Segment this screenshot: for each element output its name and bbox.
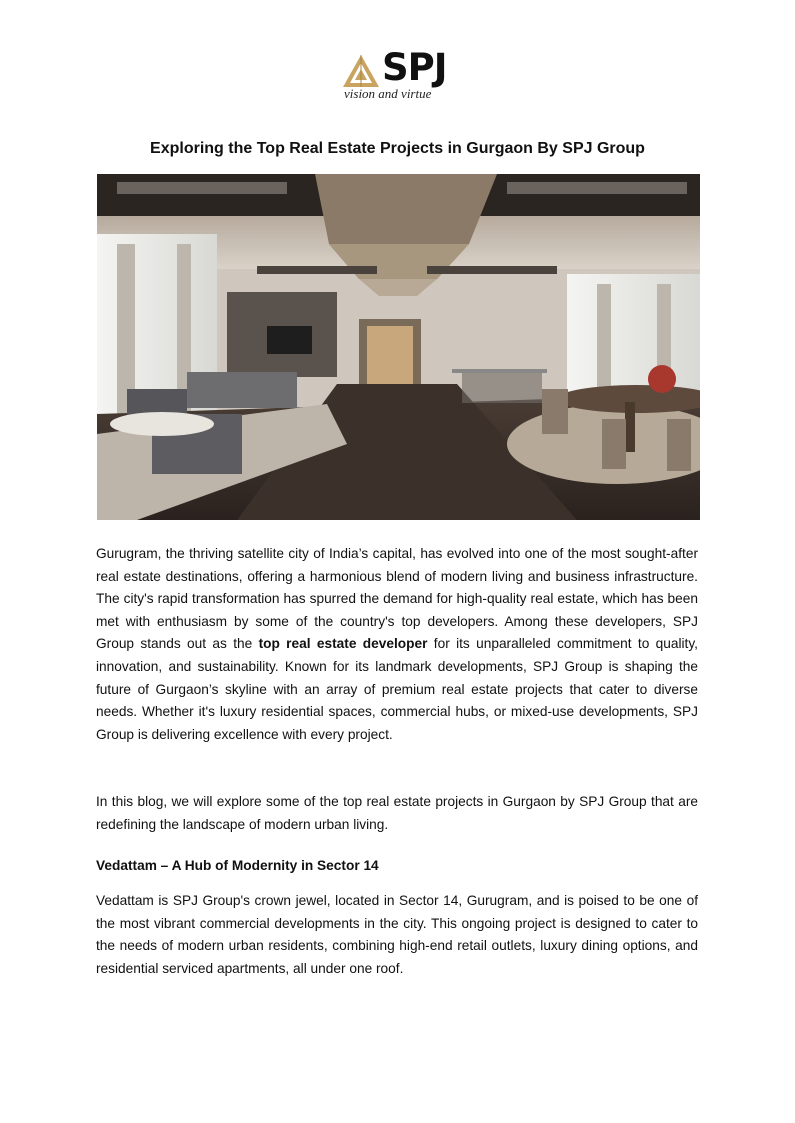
bold-keyword: top real estate developer [258, 636, 428, 652]
page-title: Exploring the Top Real Estate Projects in Gurgaon By SPJ Group [150, 140, 645, 157]
section-paragraph: Vedattam is SPJ Group's crown jewel, located in Sector 14, Gurugram, and is poised to be one of the most vibrant commercial developments in the city. This ongoing project is designed to cater to the needs of modern urban residents, combining high-end retail outlets, luxury dining options, and residential serviced apartments, all under one roof. [96, 893, 698, 976]
triangle-logo-icon [342, 54, 380, 88]
intro-text-end: for its unparalleled commitment to quality, innovation, and sustainability. Known for its landmark developments, SPJ Group is shaping the future of Gurgaon’s skyline with an array of premium real estate projects that cater to diverse needs. Whether it's luxury residential spaces, commercial hubs, or mixed-use developments, SPJ Group is delivering excellence with every project. [96, 636, 698, 742]
intro-paragraph [96, 543, 698, 746]
hero-image [97, 174, 700, 520]
section-heading: Vedattam – A Hub of Modernity in Sector 14 [96, 858, 379, 873]
spj-logo [342, 46, 454, 104]
intro-text-start: Gurugram, the thriving satellite city of India’s capital, has evolved into one of the most sought-after real estate destinations, offering a harmonious blend of modern living and business infrastructure. The city's rapid transformation has spurred the demand for high-quality real estate, which has been met with enthusiasm by some of the country's top developers. Among these developers, SPJ Group stands out as the [96, 546, 698, 652]
blog-intro-paragraph: In this blog, we will explore some of the top real estate projects in Gurgaon by SPJ Group that are redefining the landscape of modern urban living. [96, 794, 698, 832]
logo-tagline: vision and virtue [344, 86, 432, 101]
logo-brand: SPJ [382, 46, 447, 89]
